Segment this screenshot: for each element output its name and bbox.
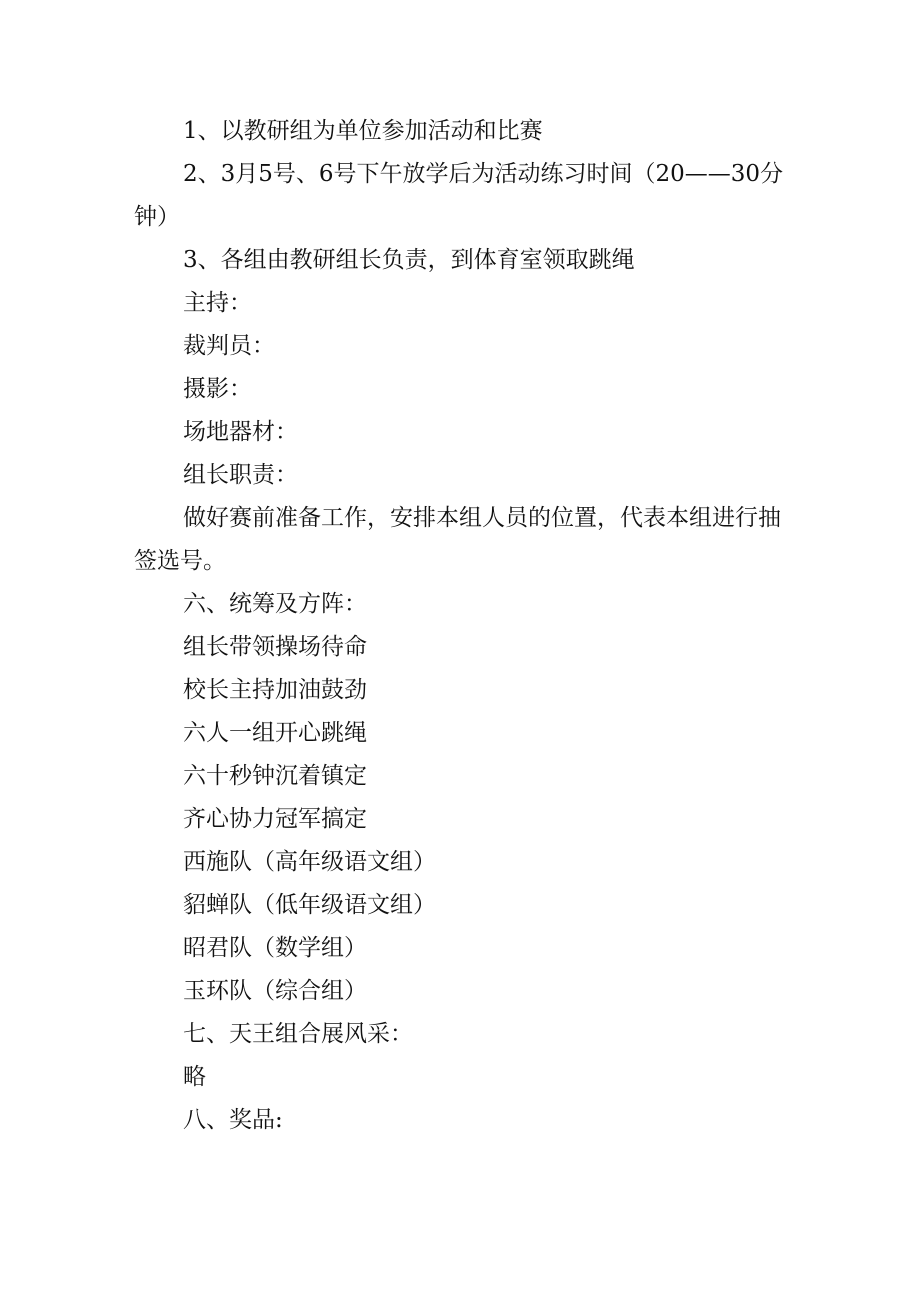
section-7-body: 略 bbox=[183, 1064, 206, 1090]
slogan-line-2: 校长主持加油鼓劲 bbox=[183, 677, 367, 703]
team-xishi: 西施队（高年级语文组） bbox=[183, 849, 436, 875]
role-host: 主持： bbox=[183, 290, 252, 316]
section-heading-8: 八、奖品: bbox=[183, 1107, 283, 1133]
slogan-line-4: 六十秒钟沉着镇定 bbox=[183, 763, 367, 789]
item-rule-2: 2、3月5号、6号下午放学后为活动练习时间（20——30分钟） bbox=[134, 161, 784, 230]
role-venue-equipment: 场地器材： bbox=[183, 419, 298, 445]
slogan-line-1: 组长带领操场待命 bbox=[183, 634, 367, 660]
team-zhaojun: 昭君队（数学组） bbox=[183, 935, 367, 961]
role-referee: 裁判员： bbox=[183, 333, 275, 359]
document-body bbox=[134, 110, 790, 1142]
item-rule-1: 1、以教研组为单位参加活动和比赛 bbox=[183, 118, 543, 144]
role-team-leader-heading: 组长职责： bbox=[183, 462, 298, 488]
section-heading-6: 六、统筹及方阵： bbox=[183, 591, 367, 617]
team-diaochan: 貂蝉队（低年级语文组） bbox=[183, 892, 436, 918]
item-rule-3: 3、各组由教研组长负责，到体育室领取跳绳 bbox=[183, 247, 635, 273]
slogan-line-3: 六人一组开心跳绳 bbox=[183, 720, 367, 746]
role-photography: 摄影： bbox=[183, 376, 252, 402]
slogan-line-5: 齐心协力冠军搞定 bbox=[183, 806, 367, 832]
team-yuhuan: 玉环队（综合组） bbox=[183, 978, 367, 1004]
section-heading-7: 七、天王组合展风采： bbox=[183, 1021, 413, 1047]
team-leader-duties: 做好赛前准备工作，安排本组人员的位置，代表本组进行抽签选号。 bbox=[134, 505, 781, 574]
